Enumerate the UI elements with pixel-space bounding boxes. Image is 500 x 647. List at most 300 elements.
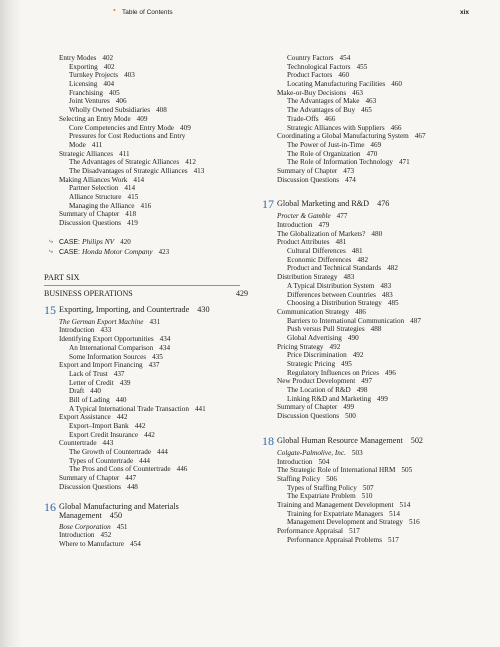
chapter-number: 17: [262, 197, 274, 212]
entry-page: 497: [361, 377, 373, 386]
toc-subentry[interactable]: [44, 370, 244, 379]
entry-page: 454: [130, 539, 141, 548]
entry-page: 481: [335, 238, 347, 247]
toc-subentry[interactable]: [44, 353, 244, 362]
toc-entry[interactable]: [262, 412, 472, 421]
entry-title: Export Assistance: [59, 413, 111, 422]
entry-page: 504: [318, 457, 330, 466]
entry-title: Discussion Questions: [277, 175, 340, 184]
entry-title: Countertrade: [59, 439, 97, 448]
toc-subentry[interactable]: [262, 106, 472, 115]
entry-page: 414: [124, 184, 136, 193]
toc-entry[interactable]: [44, 219, 244, 228]
entry-title: Managing the Alliance: [69, 201, 135, 210]
toc-entry[interactable]: [262, 273, 472, 282]
entry-title: The Strategic Role of International HRM: [277, 466, 396, 475]
toc-subentry[interactable]: [44, 97, 244, 106]
entry-page: 460: [391, 80, 402, 89]
entry-page: 444: [157, 448, 168, 457]
entry-title: Wholly Owned Subsidiaries: [69, 106, 151, 115]
case-page: 420: [120, 237, 131, 246]
case-entry[interactable]: [44, 247, 244, 257]
entry-title: Bose Corporation: [59, 522, 111, 531]
chapter-title-line2: Management: [59, 511, 102, 520]
toc-entry[interactable]: [44, 115, 244, 124]
toc-entry[interactable]: [262, 176, 472, 185]
entry-title: Franchising: [69, 88, 103, 97]
toc-subentry[interactable]: [44, 379, 244, 388]
entry-page: 434: [159, 343, 171, 352]
entry-title: The Role of Information Technology: [287, 158, 393, 167]
toc-subentry[interactable]: [262, 484, 472, 493]
entry-page: 474: [345, 175, 356, 184]
toc-subentry[interactable]: [44, 167, 244, 176]
entry-title: Product and Technical Standards: [287, 264, 382, 273]
entry-page: 455: [356, 62, 368, 71]
entry-title: Selecting an Entry Mode: [59, 114, 131, 123]
entry-page: 510: [361, 492, 373, 501]
entry-title: Strategic Pricing: [287, 360, 336, 368]
entry-title: The Role of Organization: [287, 149, 361, 158]
toc-entry[interactable]: [262, 527, 472, 536]
entry-page: 514: [399, 500, 411, 509]
chapter-page: 476: [377, 199, 390, 209]
toc-subentry[interactable]: [262, 360, 472, 369]
toc-subentry[interactable]: [262, 124, 472, 133]
entry-page: 440: [90, 387, 101, 396]
entry-title: Colgate-Palmolive, Inc.: [277, 448, 346, 457]
entry-title: Alliance Structure: [69, 193, 122, 201]
entry-title: Procter & Gamble: [277, 212, 331, 221]
entry-page: 414: [133, 175, 145, 184]
toc-entry[interactable]: [44, 361, 244, 370]
entry-page: 483: [380, 281, 392, 290]
entry-title: Export–Import Bank: [69, 422, 129, 430]
entry-page: 448: [127, 482, 138, 491]
entry-title: New Product Development: [277, 377, 356, 386]
running-header-title: Table of Contents: [122, 9, 173, 16]
entry-title: Exporting: [69, 62, 98, 71]
entry-title: Introduction: [59, 326, 95, 335]
toc-list-ch14-continued: [44, 54, 244, 228]
toc-subentry[interactable]: [262, 256, 472, 265]
entry-page: 402: [102, 54, 114, 62]
entry-title: The Disadvantages of Strategic Alliances: [69, 166, 188, 175]
toc-entry[interactable]: [262, 377, 472, 386]
entry-title: Entry Modes: [59, 54, 97, 62]
entry-title: Summary of Chapter: [59, 210, 120, 219]
toc-subentry[interactable]: [262, 54, 472, 63]
toc-subentry[interactable]: [44, 141, 244, 150]
entry-page: 439: [119, 378, 131, 387]
entry-title: Identifying Export Opportunities: [59, 335, 154, 344]
entry-page: 447: [125, 474, 137, 483]
toc-subentry[interactable]: [262, 395, 472, 404]
entry-title: Choosing a Distribution Strategy: [287, 299, 382, 308]
entry-page: 469: [370, 140, 382, 149]
entry-page: 409: [180, 123, 191, 132]
entry-title: A Typical International Trade Transaction: [69, 404, 189, 413]
chapter-title: Global Marketing and R&D: [277, 199, 370, 209]
entry-page: 434: [159, 335, 171, 344]
toc-subentry[interactable]: [44, 184, 244, 193]
entry-page: 442: [116, 413, 128, 422]
entry-title: Distribution Strategy: [277, 273, 338, 282]
entry-page: 517: [388, 535, 399, 544]
entry-page: 499: [377, 394, 388, 403]
entry-title: Management Development and Strategy: [287, 518, 403, 527]
entry-page: 435: [152, 352, 163, 361]
entry-page: 408: [156, 106, 167, 115]
entry-title: Introduction: [59, 531, 95, 540]
entry-title: A Typical Distribution System: [287, 281, 375, 290]
entry-title: Introduction: [277, 221, 313, 229]
toc-left-column: [44, 54, 248, 549]
entry-page: 503: [351, 448, 363, 457]
toc-entry[interactable]: [44, 326, 244, 335]
entry-page: 471: [398, 158, 410, 167]
entry-page: 440: [115, 395, 127, 404]
entry-page: 442: [144, 430, 155, 439]
entry-page: 446: [176, 465, 188, 474]
toc-subentry[interactable]: [44, 344, 244, 353]
entry-title: Trade-Offs: [287, 114, 319, 123]
toc-entry[interactable]: [262, 238, 472, 247]
entry-title: Strategic Alliances: [59, 149, 114, 158]
entry-page: 463: [352, 88, 363, 97]
entry-page: 452: [100, 531, 112, 540]
toc-subentry[interactable]: [44, 387, 244, 396]
entry-page: 454: [339, 54, 351, 62]
entry-page: 463: [365, 97, 377, 106]
case-prefix: CASE:: [59, 238, 81, 246]
case-name: Philips NV: [81, 236, 115, 246]
chapter-17-heading[interactable]: [262, 198, 472, 210]
entry-title: Training and Management Development: [277, 500, 394, 509]
entry-title: Pricing Strategy: [277, 342, 324, 351]
entry-page: 416: [140, 201, 152, 210]
toc-entry[interactable]: [262, 212, 472, 221]
toc-subentry[interactable]: [262, 369, 472, 378]
case-entry[interactable]: [44, 237, 244, 247]
toc-subentry[interactable]: [44, 422, 244, 431]
entry-title: Strategic Alliances with Suppliers: [287, 123, 385, 132]
toc-entry[interactable]: [44, 483, 244, 492]
case-prefix: CASE:: [59, 248, 81, 256]
entry-title: The Location of R&D: [287, 386, 351, 395]
entry-title: The German Export Machine: [59, 317, 144, 326]
chapter-18-heading[interactable]: [262, 435, 472, 447]
toc-subentry[interactable]: [262, 63, 472, 72]
toc-entry[interactable]: [44, 318, 244, 327]
entry-title: Mode: [69, 140, 86, 149]
toc-subentry[interactable]: [44, 89, 244, 98]
toc-subentry[interactable]: [262, 510, 472, 519]
toc-subentry[interactable]: [262, 141, 472, 150]
entry-page: 506: [326, 474, 337, 483]
entry-page: 483: [343, 273, 355, 282]
case-page: 423: [158, 247, 170, 256]
toc-subentry[interactable]: [44, 465, 244, 474]
entry-page: 444: [139, 456, 150, 465]
entry-title: The Advantages of Make: [287, 97, 360, 106]
entry-page: 479: [318, 221, 330, 229]
entry-page: 473: [343, 166, 355, 175]
entry-title: Make-or-Buy Decisions: [277, 88, 347, 97]
entry-page: 404: [103, 80, 115, 89]
entry-title: Licensing: [69, 80, 98, 89]
entry-title: Communication Strategy: [277, 307, 350, 316]
toc-entry[interactable]: [44, 54, 244, 63]
toc-subentry[interactable]: [44, 80, 244, 89]
toc-subentry[interactable]: [262, 71, 472, 80]
page-number: xix: [460, 9, 470, 16]
entry-page: 485: [387, 299, 399, 308]
entry-title: Lack of Trust: [69, 369, 108, 378]
entry-title: Coordinating a Global Manufacturing System: [277, 132, 409, 141]
case-list: [44, 237, 244, 257]
entry-page: 490: [347, 333, 359, 342]
part-divider: [44, 285, 240, 286]
toc-subentry[interactable]: [262, 492, 472, 501]
entry-title: Price Discrimination: [287, 351, 347, 360]
entry-title: Product Factors: [287, 71, 333, 80]
entry-title: Discussion Questions: [277, 412, 340, 421]
toc-entry[interactable]: [262, 475, 472, 484]
toc-entry[interactable]: [44, 176, 244, 185]
entry-title: Types of Countertrade: [69, 456, 134, 465]
entry-page: 437: [113, 369, 125, 378]
chapter-page: 450: [109, 511, 123, 520]
entry-title: The Pros and Cons of Countertrade: [69, 465, 171, 474]
toc-right-column: [262, 54, 472, 544]
toc-entry[interactable]: [262, 230, 472, 239]
toc-subentry[interactable]: [262, 115, 472, 124]
entry-title: Product Attributes: [277, 238, 330, 247]
entry-title: Turnkey Projects: [69, 71, 119, 80]
toc-subentry[interactable]: [262, 247, 472, 256]
toc-entry[interactable]: [262, 132, 472, 141]
entry-title: Cultural Differences: [287, 247, 346, 256]
entry-title: Locating Manufacturing Facilities: [287, 80, 386, 89]
toc-subentry[interactable]: [44, 63, 244, 72]
toc-subentry[interactable]: [44, 106, 244, 115]
chapter-16-heading[interactable]: [44, 501, 244, 521]
toc-entry[interactable]: [44, 540, 244, 549]
entry-page: 477: [336, 212, 348, 221]
entry-page: 505: [401, 466, 413, 475]
entry-page: 403: [124, 71, 135, 80]
chapter-number: 18: [262, 433, 274, 448]
toc-subentry[interactable]: [262, 291, 472, 300]
entry-title: Economic Differences: [287, 255, 352, 264]
entry-title: Core Competencies and Entry Mode: [69, 123, 174, 132]
entry-page: 441: [194, 404, 206, 413]
entry-title: Introduction: [277, 457, 313, 466]
entry-title: Technological Factors: [287, 62, 351, 71]
entry-title: Global Advertising: [287, 333, 342, 342]
toc-subentry[interactable]: [44, 132, 244, 141]
entry-page: 487: [410, 316, 421, 325]
chapter-17-entries: [262, 212, 472, 421]
entry-page: 492: [352, 351, 364, 360]
entry-page: 406: [115, 97, 127, 106]
entry-title: The Globalization of Markets?: [277, 229, 366, 238]
chapter-18-entries: [262, 449, 472, 545]
entry-page: 465: [361, 106, 372, 115]
entry-page: 495: [341, 360, 352, 368]
entry-title: An International Comparison: [69, 343, 154, 352]
entry-page: 488: [370, 325, 382, 334]
toc-subentry[interactable]: [44, 431, 244, 440]
entry-page: 413: [193, 166, 205, 175]
toc-entry[interactable]: [262, 403, 472, 412]
toc-list-ch16-continued: [262, 54, 472, 184]
entry-page: 415: [127, 193, 139, 201]
entry-page: 412: [185, 158, 196, 167]
entry-title: Letter of Credit: [69, 378, 114, 387]
toc-entry[interactable]: [262, 308, 472, 317]
entry-title: Bill of Lading: [69, 395, 110, 404]
toc-entry[interactable]: [262, 466, 472, 475]
part-label: PART SIX: [44, 272, 80, 282]
entry-title: Performance Appraisal: [277, 527, 344, 535]
toc-entry[interactable]: [44, 150, 244, 159]
toc-entry[interactable]: [44, 531, 244, 540]
toc-subentry[interactable]: [262, 317, 472, 326]
chapter-page: 430: [197, 304, 210, 314]
entry-page: 405: [108, 88, 120, 97]
toc-subentry[interactable]: [262, 97, 472, 106]
entry-page: 451: [116, 522, 128, 531]
chapter-title: Global Manufacturing and Materials: [59, 501, 179, 511]
toc-subentry[interactable]: [44, 396, 244, 405]
toc-subentry[interactable]: [262, 264, 472, 273]
entry-page: 431: [149, 317, 161, 326]
toc-entry[interactable]: [262, 343, 472, 352]
entry-page: 492: [329, 342, 341, 351]
entry-page: 433: [100, 326, 112, 335]
toc-subentry[interactable]: [262, 80, 472, 89]
entry-title: Making Alliances Work: [59, 175, 128, 184]
entry-title: Summary of Chapter: [277, 166, 338, 175]
entry-title: Some Information Sources: [69, 352, 147, 361]
toc-entry[interactable]: [44, 210, 244, 219]
toc-subentry[interactable]: [262, 282, 472, 291]
toc-subentry[interactable]: [44, 202, 244, 211]
toc-subentry[interactable]: [262, 536, 472, 545]
entry-page: 482: [357, 255, 369, 264]
entry-page: 507: [362, 483, 374, 492]
chapter-title: Exporting, Importing, and Countertrade: [59, 304, 190, 314]
entry-page: 409: [136, 114, 148, 123]
entry-title: Summary of Chapter: [277, 403, 338, 412]
toc-subentry[interactable]: [262, 158, 472, 167]
toc-subentry[interactable]: [262, 386, 472, 395]
entry-title: Discussion Questions: [59, 219, 122, 228]
entry-page: 486: [355, 307, 366, 316]
entry-page: 467: [414, 132, 426, 141]
toc-subentry[interactable]: [262, 299, 472, 308]
chapter-title: Global Human Resource Management: [277, 435, 403, 445]
entry-title: Where to Manufacture: [59, 539, 125, 548]
toc-subentry[interactable]: [44, 124, 244, 133]
entry-title: Country Factors: [287, 54, 334, 62]
entry-page: 482: [387, 264, 398, 273]
toc-entry[interactable]: [262, 449, 472, 458]
entry-title: Regulatory Influences on Prices: [287, 368, 380, 377]
entry-title: The Growth of Countertrade: [69, 448, 152, 457]
entry-page: 480: [371, 229, 383, 238]
toc-entry[interactable]: [262, 458, 472, 467]
toc-entry[interactable]: [262, 167, 472, 176]
entry-title: Discussion Questions: [59, 482, 122, 491]
entry-title: Export and Import Financing: [59, 361, 143, 370]
entry-page: 411: [119, 149, 130, 158]
entry-title: Types of Staffing Policy: [287, 483, 357, 492]
entry-page: 419: [127, 219, 138, 228]
entry-title: Barriers to International Communication: [287, 316, 405, 325]
toc-subentry[interactable]: [262, 325, 472, 334]
entry-title: Staffing Policy: [277, 474, 321, 483]
chapter-number: 16: [44, 499, 56, 514]
toc-subentry[interactable]: [44, 457, 244, 466]
toc-entry[interactable]: [44, 439, 244, 448]
toc-subentry[interactable]: [44, 158, 244, 167]
toc-entry[interactable]: [262, 501, 472, 510]
toc-subentry[interactable]: [262, 334, 472, 343]
entry-page: 517: [349, 527, 360, 535]
part-title: [44, 288, 248, 299]
entry-title: Push versus Pull Strategies: [287, 325, 365, 334]
entry-page: 498: [356, 386, 368, 395]
toc-subentry[interactable]: [262, 150, 472, 159]
entry-title: Joint Ventures: [69, 97, 110, 106]
entry-page: 514: [389, 509, 400, 518]
toc-entry[interactable]: [44, 413, 244, 422]
toc-entry[interactable]: [44, 335, 244, 344]
chapter-15-entries: [44, 318, 244, 492]
entry-page: [185, 132, 191, 140]
entry-title: Summary of Chapter: [59, 474, 120, 483]
case-arrow-icon: ⤷: [49, 237, 53, 245]
toc-entry[interactable]: [44, 523, 244, 532]
entry-title: Performance Appraisal Problems: [287, 535, 383, 544]
chapter-15-heading[interactable]: [44, 304, 244, 316]
chapter-number: 15: [44, 302, 56, 317]
entry-page: 418: [125, 210, 137, 219]
chapter-page: 502: [410, 435, 424, 445]
entry-page: 496: [385, 368, 396, 377]
toc-subentry[interactable]: [262, 351, 472, 360]
entry-page: 483: [381, 290, 393, 299]
entry-title: The Power of Just-in-Time: [287, 140, 365, 149]
toc-entry[interactable]: [262, 89, 472, 98]
toc-subentry[interactable]: [44, 193, 244, 202]
toc-subentry[interactable]: [44, 405, 244, 414]
header-bullet: •: [113, 6, 116, 15]
toc-subentry[interactable]: [44, 448, 244, 457]
toc-entry[interactable]: [44, 474, 244, 483]
toc-subentry[interactable]: [262, 518, 472, 527]
toc-subentry[interactable]: [44, 71, 244, 80]
entry-page: 460: [338, 71, 350, 80]
entry-title: The Expatriate Problem: [287, 492, 356, 501]
entry-page: 437: [148, 361, 160, 370]
entry-page: 442: [134, 422, 146, 430]
case-arrow-icon: ⤷: [49, 247, 53, 255]
toc-entry[interactable]: [262, 221, 472, 230]
